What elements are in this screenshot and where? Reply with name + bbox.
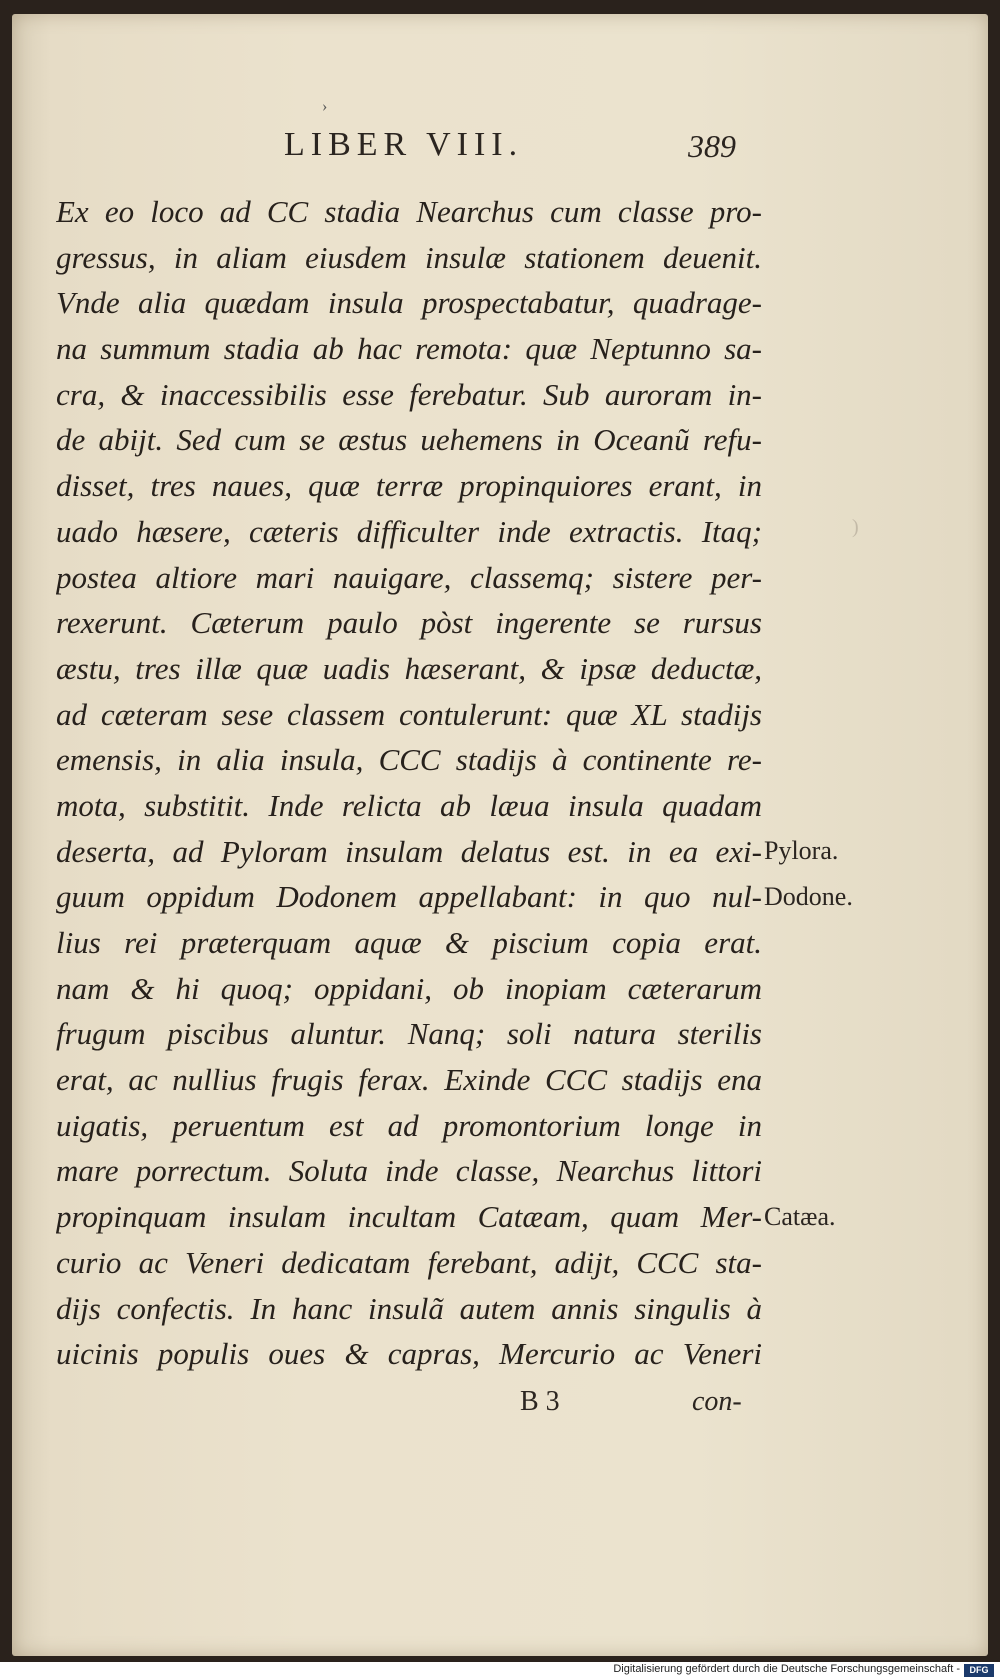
signature-mark: B 3	[520, 1386, 560, 1417]
footer-credit: Digitalisierung gefördert durch die Deutsche Forschungsgemeinschaft -	[613, 1663, 960, 1675]
text-line: emensis, in alia insula, CCC stadijs à continente re-	[56, 742, 762, 778]
text-line: rexerunt. Cæterum paulo pòst ingerente se rursus	[56, 605, 762, 641]
text-line: curio ac Veneri dedicatam ferebant, adijt, CCC sta-	[56, 1244, 762, 1280]
text-line: guum oppidum Dodonem appellabant: in quo nul-	[56, 879, 762, 915]
body-text	[56, 189, 762, 1377]
marginal-note-dodone: Dodone.	[764, 882, 853, 911]
book-page	[12, 14, 988, 1656]
text-line: ad cæteram sese classem contulerunt: quæ XL stadijs	[56, 696, 762, 732]
catchword: con-	[692, 1386, 742, 1417]
text-line: erat, ac nullius frugis ferax. Exinde CCC stadijs ena	[56, 1062, 762, 1098]
text-line: æstu, tres illæ quæ uadis hæserant, & ipsæ deductæ,	[56, 650, 762, 686]
ink-fleck: ›	[322, 98, 328, 115]
dfg-logo-icon: DFG	[964, 1664, 994, 1677]
page-number: 389	[688, 128, 736, 164]
text-line: frugum piscibus aluntur. Nanq; soli natura sterilis	[56, 1016, 762, 1052]
text-line: dijs confectis. In hanc insulã autem annis singulis à	[56, 1290, 762, 1326]
marginal-note-pylora: Pylora.	[764, 836, 839, 865]
text-line: postea altiore mari nauigare, classemq; sistere per-	[56, 559, 762, 595]
text-line: lius rei præterquam aquæ & piscium copia erat.	[56, 925, 762, 960]
show-through-mark: )	[852, 516, 859, 538]
text-line: gressus, in aliam eiusdem insulæ stationem deuenit.	[56, 239, 762, 275]
text-line: uado hæsere, cæteris difficulter inde extractis. Itaq;	[56, 513, 762, 549]
text-line: Vnde alia quædam insula prospectabatur, quadrage-	[56, 285, 762, 321]
text-line: mota, substitit. Inde relicta ab læua insula quadam	[56, 787, 762, 823]
running-title: LIBER VIII.	[284, 126, 524, 163]
text-line: uicinis populis oues & capras, Mercurio ac Veneri	[56, 1336, 762, 1372]
text-line: nam & hi quoq; oppidani, ob inopiam cæterarum	[56, 970, 762, 1006]
marginal-note-cataea: Catæa.	[764, 1202, 836, 1231]
text-line: mare porrectum. Soluta inde classe, Nearchus littori	[56, 1153, 762, 1189]
text-line: uigatis, peruentum est ad promontorium longe in	[56, 1107, 762, 1143]
page-header	[12, 126, 988, 176]
digitization-footer	[0, 1662, 1000, 1680]
text-line: na summum stadia ab hac remota: quæ Neptunno sa-	[56, 331, 762, 367]
text-line: propinquam insulam incultam Catæam, quam Mer-	[56, 1199, 762, 1235]
text-line: de abijt. Sed cum se æstus uehemens in Oceanũ refu-	[56, 422, 762, 458]
text-line: Ex eo loco ad CC stadia Nearchus cum classe pro-	[56, 194, 762, 229]
text-line: deserta, ad Pyloram insulam delatus est. in ea exi-	[56, 833, 762, 869]
text-line: cra, & inaccessibilis esse ferebatur. Sub auroram in-	[56, 376, 762, 412]
text-line: disset, tres naues, quæ terræ propinquiores erant, in	[56, 468, 762, 504]
